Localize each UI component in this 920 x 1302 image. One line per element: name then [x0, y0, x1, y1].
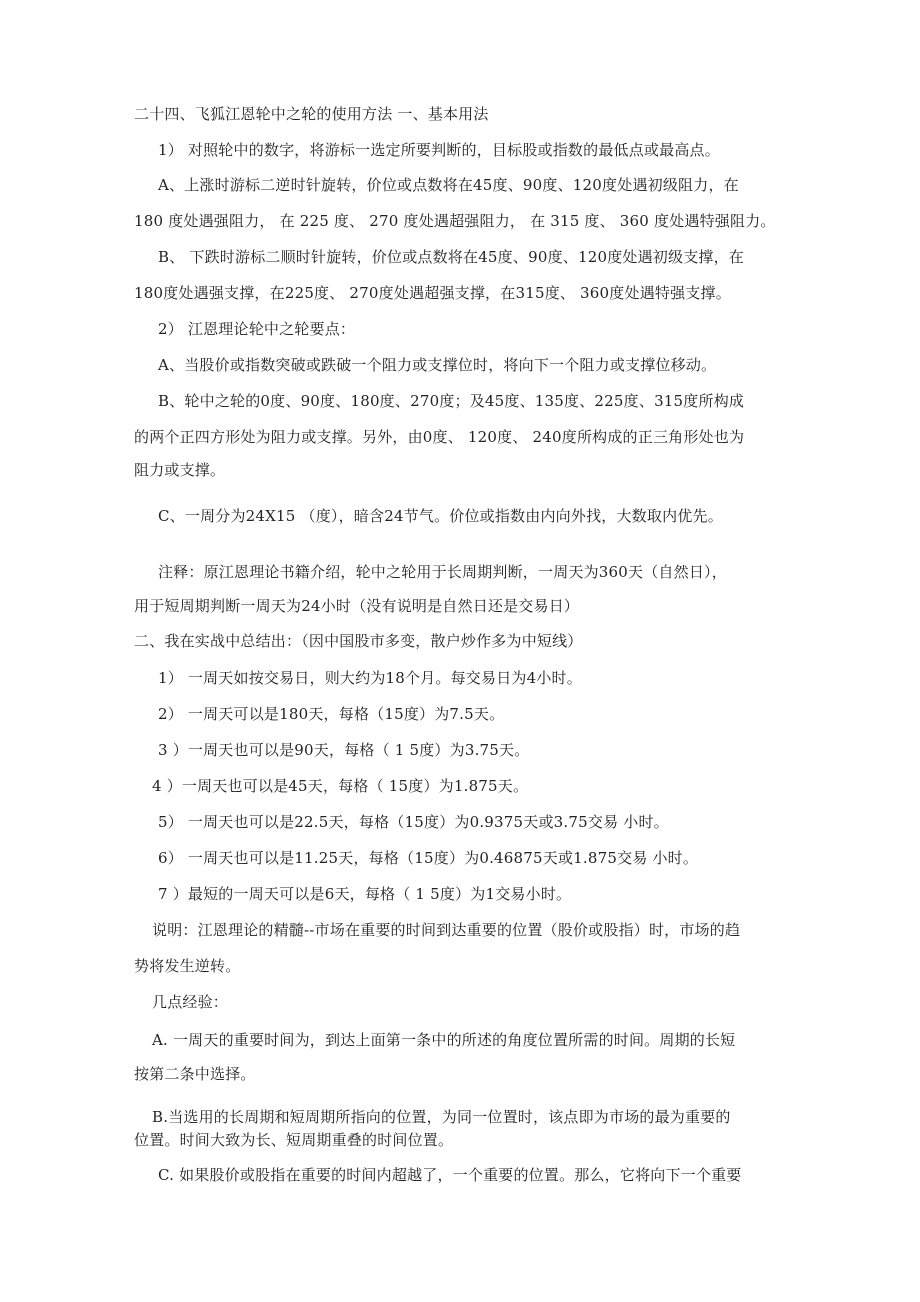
text-line: B.当选用的长周期和短周期所指向的位置，为同一位置时，该点即为市场的最为重要的 — [152, 1108, 731, 1126]
text-line: 180 度处遇强阻力， 在 225 度、 270 度处遇超强阻力， 在 315 度、 360 度处遇特强阻力。 — [134, 212, 776, 230]
text-line: C. 如果股价或股指在重要的时间内超越了，一个重要的位置。那么，它将向下一个重要 — [158, 1166, 742, 1184]
text-line: 按第二条中选择。 — [134, 1065, 256, 1083]
text-line: B、 下跌时游标二顺时针旋转，价位或点数将在45度、90度、120度处遇初级支撑，在 — [158, 248, 744, 266]
text-line: 的两个正四方形处为阻力或支撑。另外，由0度、 120度、 240度所构成的正三角形处也为 — [134, 428, 745, 446]
text-line: 位置。时间大致为长、短周期重叠的时间位置。 — [134, 1131, 454, 1149]
section-heading-practice: 二、我在实战中总结出：（因中国股市多变，散户炒作多为中短线） — [134, 632, 583, 650]
explanation-text: 说明：江恩理论的精髓--市场在重要的时间到达重要的位置（股价或股指）时，市场的趋 — [152, 921, 741, 939]
subheading-experience: 几点经验： — [152, 993, 229, 1011]
subheading-wheel-key-points: 2） 江恩理论轮中之轮要点： — [158, 320, 356, 338]
list-item: 4 ）一周天也可以是45天，每格（ 15度）为1.875天。 — [152, 777, 529, 795]
list-item: 1） 一周天如按交易日，则大约为18个月。每交易日为4小时。 — [158, 669, 582, 687]
text-line: B、轮中之轮的0度、90度、180度、270度；及45度、135度、225度、315度所构成 — [158, 392, 745, 410]
text-line: 1） 对照轮中的数字，将游标一选定所要判断的，目标股或指数的最低点或最高点。 — [158, 141, 720, 159]
list-item: 7 ）最短的一周天可以是6天，每格（ 1 5度）为1交易小时。 — [158, 885, 572, 903]
text-line: C、一周分为24X15 （度），暗含24节气。价位或指数由内向外找，大数取内优先。 — [158, 507, 723, 525]
list-item: 2） 一周天可以是180天，每格（15度）为7.5天。 — [158, 705, 505, 723]
text-line: 180度处遇强支撑，在225度、 270度处遇超强支撑，在315度、 360度处遇特强支撑。 — [134, 284, 731, 302]
list-item: 6） 一周天也可以是11.25天，每格（15度）为0.46875天或1.875交易 小时。 — [158, 849, 699, 867]
text-line: A. 一周天的重要时间为，到达上面第一条中的所述的角度位置所需的时间。周期的长短 — [152, 1031, 736, 1049]
section-heading-gann-wheel: 二十四、飞狐江恩轮中之轮的使用方法 一、基本用法 — [134, 105, 489, 123]
text-line: A、上涨时游标二逆时针旋转，价位或点数将在45度、90度、120度处遇初级阻力，在 — [158, 176, 739, 194]
text-line: A、当股价或指数突破或跌破一个阻力或支撑位时，将向下一个阻力或支撑位移动。 — [158, 356, 717, 374]
list-item: 5） 一周天也可以是22.5天，每格（15度）为0.9375天或3.75交易 小时。 — [158, 813, 669, 831]
text-line: 阻力或支撑。 — [134, 461, 226, 479]
note-text: 注释：原江恩理论书籍介绍，轮中之轮用于长周期判断，一周天为360天（自然日）， — [158, 563, 727, 581]
list-item: 3 ）一周天也可以是90天，每格（ 1 5度）为3.75天。 — [158, 741, 530, 759]
explanation-text: 势将发生逆转。 — [134, 957, 241, 975]
note-text: 用于短周期判断一周天为24小时（没有说明是自然日还是交易日） — [134, 597, 580, 615]
